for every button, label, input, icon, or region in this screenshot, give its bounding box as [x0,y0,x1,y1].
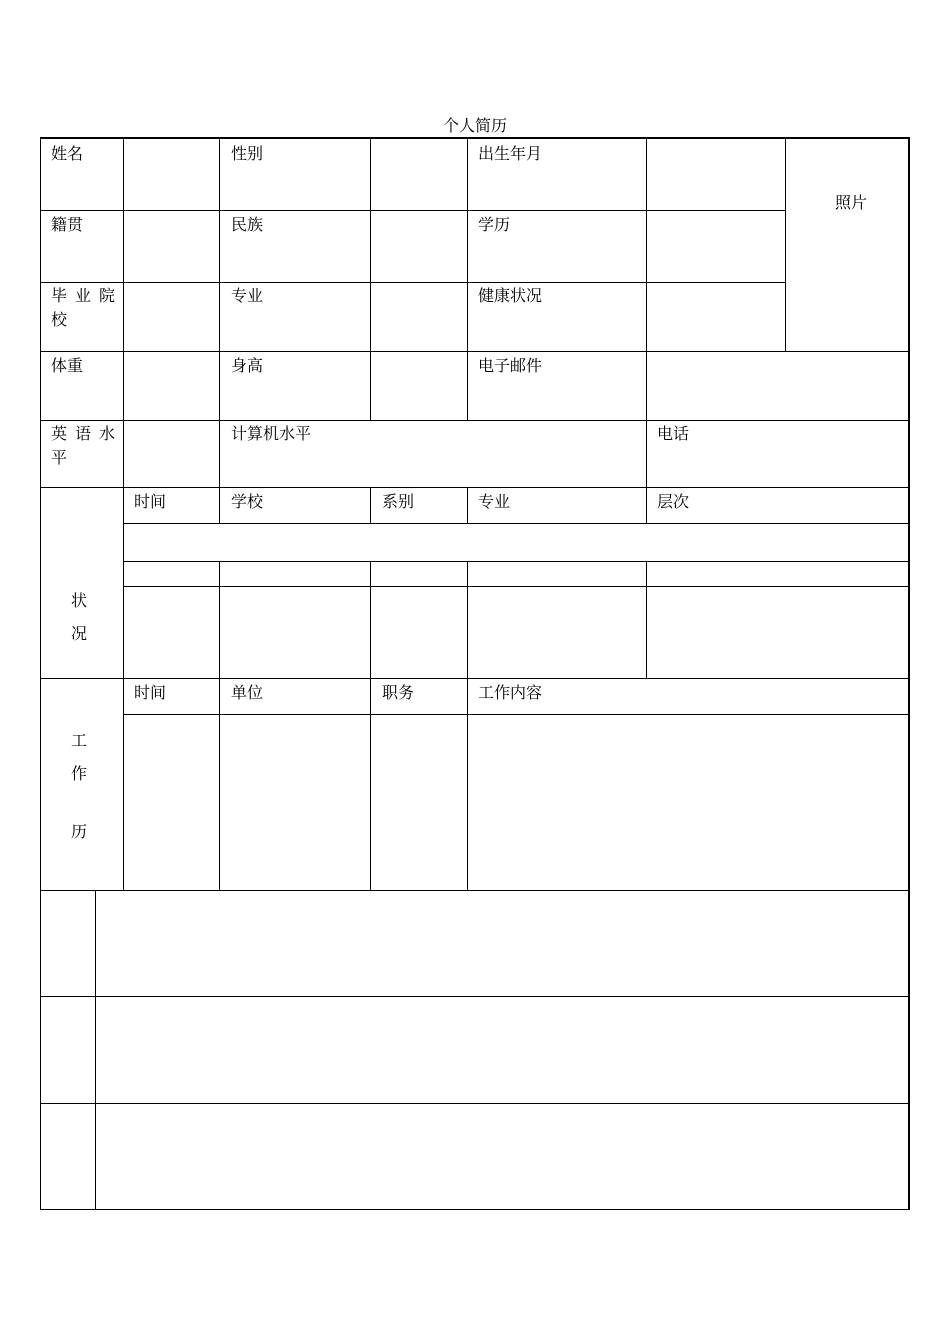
edu-header-department: 系别 [382,492,415,511]
edu-col-b-bottom [219,561,220,678]
row-line-2 [40,282,785,283]
computer-label: 计算机水平 [231,424,312,443]
edu-col-d-bottom [467,561,468,678]
row-line-3 [40,351,910,352]
weight-label: 体重 [51,356,84,375]
ethnicity-label: 民族 [231,215,264,234]
work-section-bottom-line [40,890,910,891]
row-line-1 [40,210,785,211]
col-line-d [467,137,468,420]
health-label: 健康状况 [478,286,543,305]
edu-side-char: 状 [70,591,87,610]
english-label-char: 语 [74,424,91,443]
english-label-char: 英 [51,424,68,443]
school-label-char: 院 [98,286,115,305]
edu-row-line-2 [123,586,910,587]
english-label [51,422,115,470]
col-line-e [646,137,647,487]
bottom-row-line-1 [40,996,910,997]
birth-label: 出生年月 [478,144,543,163]
work-col-c [370,678,371,890]
work-side-char: 工 [70,731,87,750]
col-line-b [219,137,220,487]
school-label-char: 毕 [51,286,68,305]
school-label [51,284,115,332]
edu-row-line-1 [123,561,910,562]
height-label: 身高 [231,356,264,375]
table-right-border [908,137,910,1210]
col-line-c [370,137,371,420]
photo-label: 照片 [835,193,868,212]
edu-col-c-bottom [370,561,371,678]
gender-label: 性别 [231,144,264,163]
edu-side-char: 况 [70,624,87,643]
work-header-employer: 单位 [231,683,264,702]
name-label: 姓名 [51,144,84,163]
bottom-side-column-line [95,890,96,1210]
table-left-border [40,137,41,1210]
col-line-a [123,137,124,679]
edu-col-d-top [467,487,468,523]
degree-label: 学历 [478,215,511,234]
edu-header-time: 时间 [134,492,167,511]
native-place-label: 籍贯 [51,215,84,234]
work-header-bottom-line [123,714,910,715]
work-header-content: 工作内容 [478,683,543,702]
table-top-border [40,137,910,139]
english-label-char: 水 [98,424,115,443]
work-side-char: 作 [70,764,87,783]
edu-col-e-top [646,487,647,523]
school-label-line2: 校 [51,310,68,329]
school-label-char: 业 [74,286,91,305]
edu-header-school: 学校 [231,492,264,511]
english-label-line2: 平 [51,448,68,467]
row-line-4 [40,420,910,421]
work-header-time: 时间 [134,683,167,702]
edu-col-e-bottom [646,561,647,678]
row-line-5 [40,487,910,488]
col-line-photo [785,137,786,351]
phone-label: 电话 [657,424,690,443]
bottom-row-line-2 [40,1103,910,1104]
edu-col-c-top [370,487,371,523]
edu-header-level: 层次 [657,492,690,511]
page-title: 个人简历 [442,116,507,135]
work-col-d [467,678,468,890]
table-bottom-border [40,1209,910,1210]
work-side-char: 历 [70,822,87,841]
edu-header-major: 专业 [478,492,511,511]
edu-section-bottom-line [40,678,910,679]
email-label: 电子邮件 [478,356,543,375]
work-header-position: 职务 [382,683,415,702]
major-label: 专业 [231,286,264,305]
work-col-a [123,678,124,890]
edu-col-b-top [219,487,220,523]
work-col-b [219,678,220,890]
edu-header-bottom-line [123,523,910,524]
